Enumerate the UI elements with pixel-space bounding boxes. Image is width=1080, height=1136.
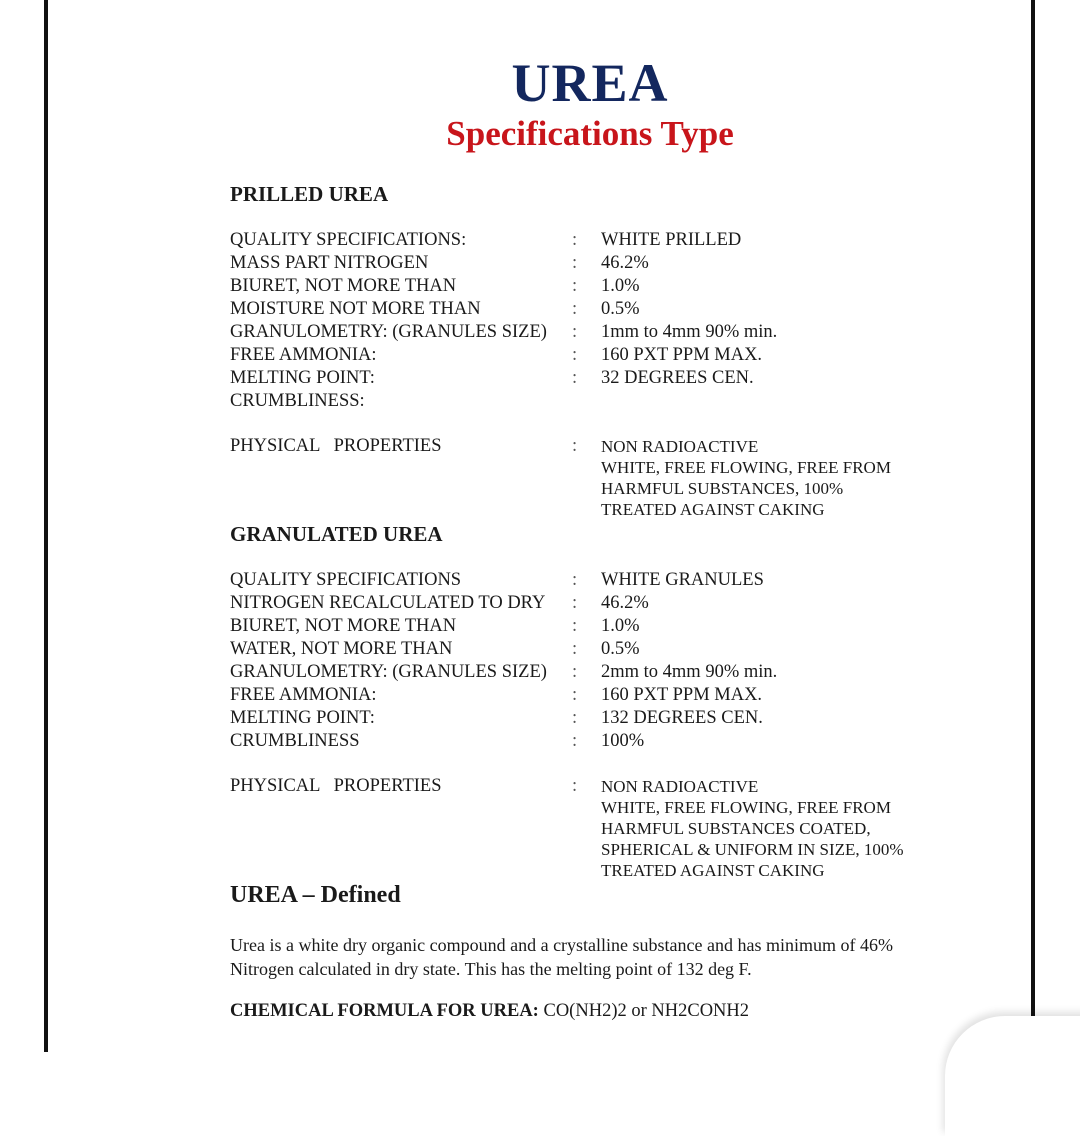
defined-heading: UREA – Defined bbox=[230, 882, 401, 908]
formula-label: CHEMICAL FORMULA FOR UREA: bbox=[230, 1001, 539, 1021]
page-subtitle: Specifications Type bbox=[446, 114, 734, 153]
page-title: UREA bbox=[511, 53, 669, 113]
formula-value: CO(NH2)2 or NH2CONH2 bbox=[543, 1001, 750, 1021]
page-border-left bbox=[44, 0, 48, 1052]
granulated-heading: GRANULATED UREA bbox=[230, 522, 443, 546]
page-curl bbox=[945, 1016, 1080, 1136]
physical-properties-value: NON RADIOACTIVE WHITE, FREE FLOWING, FREE FROM HARMFUL SUBSTANCES, 100% TREATED AGAINST CAKING bbox=[601, 437, 891, 519]
prilled-heading: PRILLED UREA bbox=[230, 182, 389, 206]
page-border-right bbox=[1031, 0, 1035, 1052]
physical-properties-value: NON RADIOACTIVE WHITE, FREE FLOWING, FREE FROM HARMFUL SUBSTANCES COATED, SPHERICAL & UNIFORM IN SIZE, 100% TREATED AGAINST CAKING bbox=[601, 777, 904, 880]
chemical-formula bbox=[230, 1001, 749, 1022]
definition-paragraph: Urea is a white dry organic compound and a crystalline substance and has minimum of 46% Nitrogen calculated in dry state. This has the melting point of 132 deg F. bbox=[230, 935, 893, 979]
